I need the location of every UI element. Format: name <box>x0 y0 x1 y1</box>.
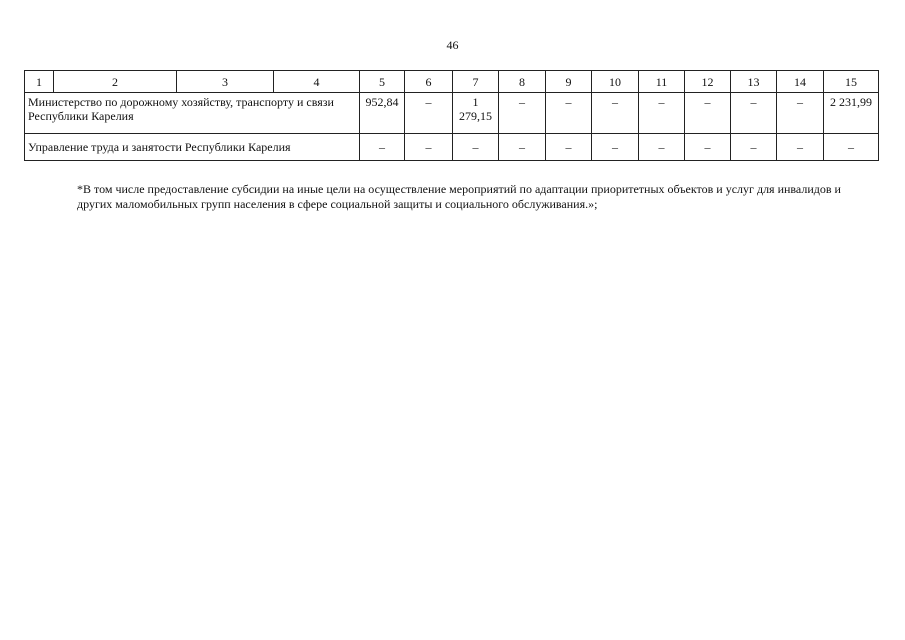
column-number: 3 <box>177 71 274 93</box>
table-cell: – <box>546 93 592 134</box>
column-number: 11 <box>639 71 685 93</box>
organization-name: Министерство по дорожному хозяйству, транспорту и связи Республики Карелия <box>25 93 360 134</box>
column-number: 6 <box>405 71 453 93</box>
budget-table <box>24 70 879 161</box>
column-number: 15 <box>824 71 879 93</box>
table-cell-total: 2 231,99 <box>824 93 879 134</box>
table-cell: – <box>592 134 639 161</box>
table-row <box>25 93 879 134</box>
column-number: 12 <box>685 71 731 93</box>
table-cell: – <box>777 93 824 134</box>
column-number: 13 <box>731 71 777 93</box>
table-cell: – <box>592 93 639 134</box>
table-cell: 1 279,15 <box>453 93 499 134</box>
table-cell: – <box>777 134 824 161</box>
table-cell-total: – <box>824 134 879 161</box>
table-cell: – <box>639 134 685 161</box>
table-cell: – <box>499 134 546 161</box>
table-cell: 952,84 <box>360 93 405 134</box>
table-cell: – <box>731 93 777 134</box>
column-number: 14 <box>777 71 824 93</box>
table-cell: – <box>453 134 499 161</box>
table-cell: – <box>360 134 405 161</box>
table-cell: – <box>685 134 731 161</box>
table-header-row <box>25 71 879 93</box>
column-number: 10 <box>592 71 639 93</box>
table-cell: – <box>546 134 592 161</box>
column-number: 5 <box>360 71 405 93</box>
table-cell: – <box>405 134 453 161</box>
footnote: *В том числе предоставление субсидии на иные цели на осуществление мероприятий по адаптации приоритетных объектов и услуг для инвалидов и других маломобильных групп населения в сфере социальной защиты и социального обслуживания.»; <box>77 182 841 211</box>
column-number: 7 <box>453 71 499 93</box>
table-cell: – <box>639 93 685 134</box>
column-number: 1 <box>25 71 54 93</box>
column-number: 2 <box>54 71 177 93</box>
table-cell: – <box>499 93 546 134</box>
table-cell: – <box>731 134 777 161</box>
table-row <box>25 134 879 161</box>
table-cell: – <box>685 93 731 134</box>
page-number: 46 <box>446 38 459 52</box>
column-number: 4 <box>274 71 360 93</box>
organization-name: Управление труда и занятости Республики Карелия <box>25 134 360 161</box>
column-number: 8 <box>499 71 546 93</box>
table-cell: – <box>405 93 453 134</box>
column-number: 9 <box>546 71 592 93</box>
